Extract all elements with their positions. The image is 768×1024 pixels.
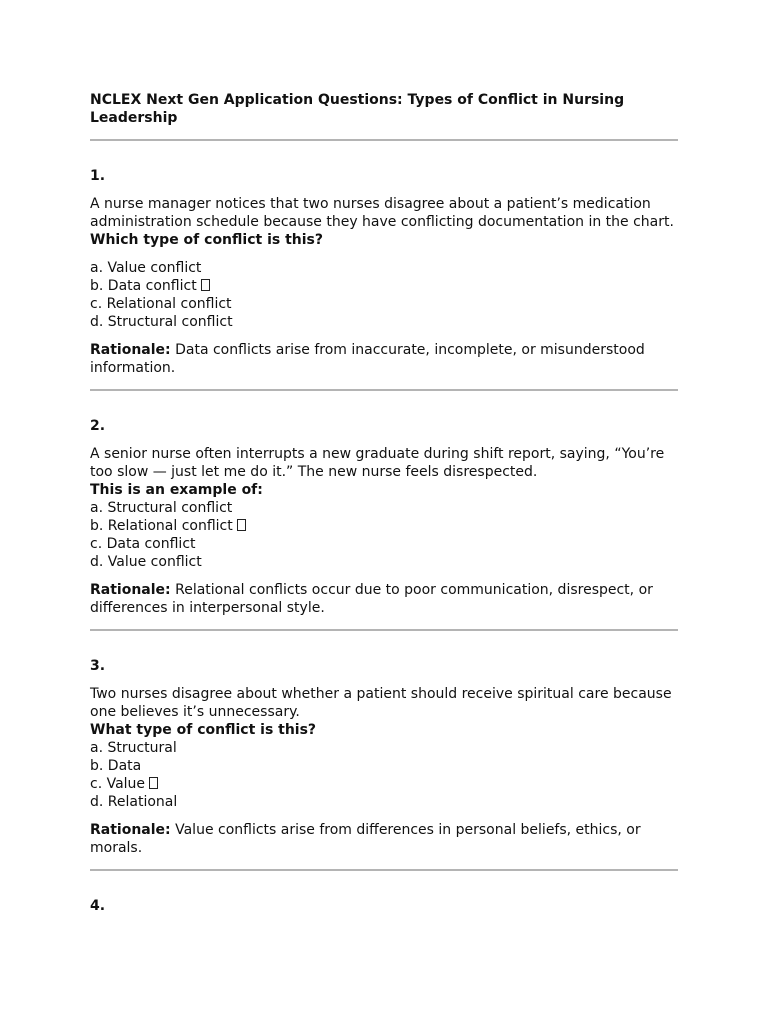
question-number: 1.	[90, 168, 106, 184]
answer-option	[90, 259, 678, 277]
answer-options	[90, 499, 678, 571]
option-text: a. Value conflict	[90, 260, 202, 276]
option-text: c. Data conflict	[90, 536, 196, 552]
document-page	[90, 91, 678, 915]
answer-option	[90, 553, 678, 571]
option-text: d. Value conflict	[90, 554, 202, 570]
answer-option	[90, 793, 678, 811]
answer-option	[90, 295, 678, 313]
rationale-label: Rationale:	[90, 822, 171, 838]
correct-answer-mark-icon	[201, 279, 210, 291]
correct-answer-mark-icon	[237, 519, 246, 531]
question-prompt: What type of conflict is this?	[90, 722, 317, 738]
option-text: b. Data conflict	[90, 278, 197, 294]
question-number: 2.	[90, 418, 106, 434]
question-divider	[90, 869, 678, 871]
option-text: c. Relational conflict	[90, 296, 232, 312]
rationale	[90, 821, 678, 857]
question-3	[90, 657, 678, 871]
title-divider	[90, 139, 678, 141]
rationale-label: Rationale:	[90, 342, 171, 358]
answer-option	[90, 535, 678, 553]
answer-option	[90, 277, 678, 295]
answer-option	[90, 775, 678, 793]
question-prompt: This is an example of:	[90, 482, 263, 498]
question-number: 4.	[90, 898, 106, 914]
rationale	[90, 581, 678, 617]
question-stem: A nurse manager notices that two nurses disagree about a patient’s medication administration schedule because they have conflicting documentation in the chart.	[90, 196, 674, 230]
document-title: NCLEX Next Gen Application Questions: Types of Conflict in Nursing Leadership	[90, 92, 625, 126]
option-text: b. Data	[90, 758, 142, 774]
answer-option	[90, 313, 678, 331]
answer-option	[90, 757, 678, 775]
option-text: d. Relational	[90, 794, 178, 810]
option-text: d. Structural conflict	[90, 314, 233, 330]
question-2	[90, 417, 678, 631]
question-stem: A senior nurse often interrupts a new graduate during shift report, saying, “You’re too slow — just let me do it.” The new nurse feels disrespected.	[90, 446, 665, 480]
option-text: a. Structural	[90, 740, 177, 756]
answer-option	[90, 517, 678, 535]
correct-answer-mark-icon	[149, 777, 158, 789]
question-stem: Two nurses disagree about whether a patient should receive spiritual care because one believes it’s unnecessary.	[90, 686, 672, 720]
question-divider	[90, 389, 678, 391]
answer-options	[90, 259, 678, 331]
question-1	[90, 167, 678, 391]
rationale-text: Value conflicts arise from differences in personal beliefs, ethics, or morals.	[90, 822, 641, 856]
question-4	[90, 897, 678, 915]
rationale-label: Rationale:	[90, 582, 171, 598]
option-text: a. Structural conflict	[90, 500, 233, 516]
question-number: 3.	[90, 658, 106, 674]
answer-options	[90, 739, 678, 811]
question-prompt: Which type of conflict is this?	[90, 232, 323, 248]
answer-option	[90, 499, 678, 517]
rationale-text: Data conflicts arise from inaccurate, incomplete, or misunderstood information.	[90, 342, 645, 376]
rationale	[90, 341, 678, 377]
option-text: c. Value	[90, 776, 146, 792]
option-text: b. Relational conflict	[90, 518, 233, 534]
question-divider	[90, 629, 678, 631]
rationale-text: Relational conflicts occur due to poor communication, disrespect, or differences in interpersonal style.	[90, 582, 653, 616]
answer-option	[90, 739, 678, 757]
